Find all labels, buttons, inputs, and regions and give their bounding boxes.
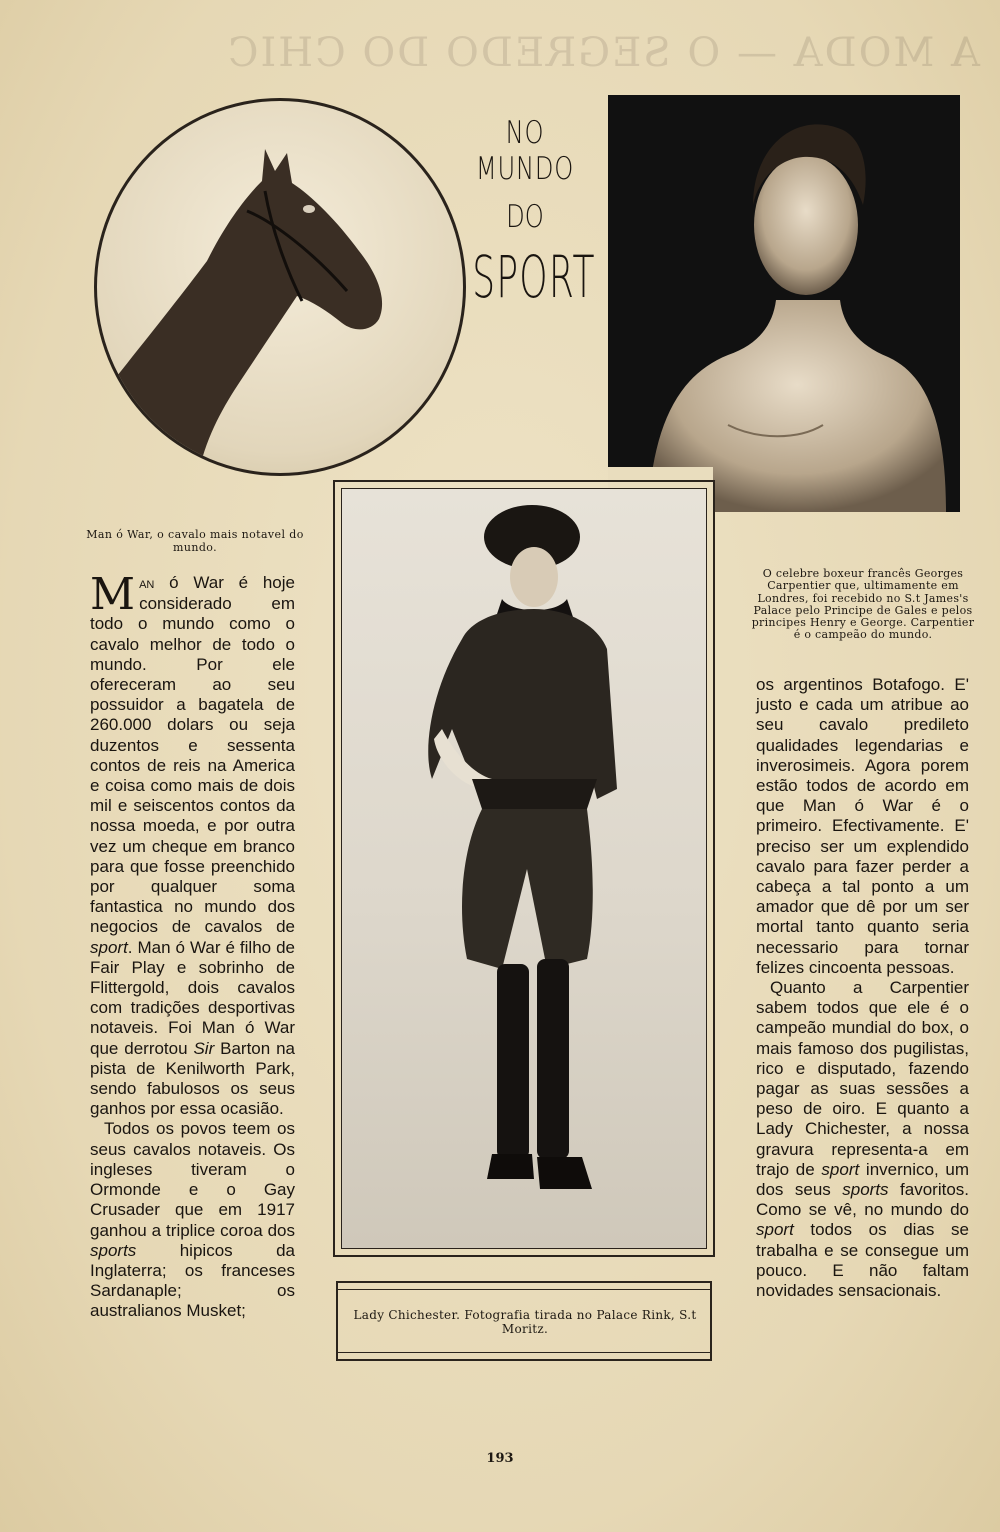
- lead-smallcaps: an: [139, 575, 155, 592]
- article-paragraph: [756, 978, 969, 1301]
- article-italic: sport: [756, 1220, 794, 1240]
- article-text: Barton na pista de Kenilworth Park, sendo fabulosos os seus ganhos por essa ocasião.: [90, 1038, 295, 1119]
- article-text: . Man ó War é filho de Fair Play e sobrinho de Flittergold, dois cavalos com tradições desportivas notaveis. Foi Man ó War que derrotou: [90, 937, 295, 1058]
- page-number: 193: [486, 1451, 514, 1466]
- lady-photo: [341, 488, 707, 1249]
- title-line-2: DO: [506, 199, 544, 235]
- article-text: ó War é hoje considerado em todo o mundo como o cavalo melhor de todo o mundo. Por ele ofereceram ao seu possuidor a bagatela de 260.000 dolars ou seja duzentos e sessenta contos de reis na America e coisa como mais de dois mil e seiscentos contos da nossa moeda, e por outra vez um cheque em branco para que fosse preenchido por qualquer soma fantastica no mundo dos negocios de cavalos de: [90, 573, 295, 937]
- boxer-caption: O celebre boxeur francês Georges Carpentier que, ultimamente em Londres, foi recebido no S.t James's Palace pelo Principe de Gales e pelos principes Henry e George. Carpentier é o campeão do mundo.: [751, 567, 975, 642]
- article-italic: sports: [842, 1180, 889, 1200]
- article-text: todos os dias se trabalha e se consegue um pouco. E não faltam novidades sensacionais.: [756, 1220, 969, 1301]
- boxer-photo: [608, 95, 960, 512]
- article-right-column: [756, 675, 969, 1301]
- page-title: [440, 115, 610, 311]
- article-italic: sports: [90, 1240, 137, 1260]
- article-italic: sport: [821, 1159, 860, 1179]
- article-text: os argentinos Botafogo. E' justo e cada um atribue ao seu cavalo predileto qualidades legendarias e inverosimeis. Agora porem estão todos de acordo em que Man ó War é o primeiro. Efectivamente. E' preciso ser um explendido cavalo para fazer perder a cabeça a tal ponto a um amador que dê por um ser mortal tanto quanto seria necessario para tornar felizes cincoenta pessoas.: [756, 675, 969, 977]
- drop-cap: M: [90, 569, 136, 620]
- article-paragraph: [756, 675, 969, 978]
- lady-illustration: [342, 489, 707, 1249]
- title-line-1: NO MUNDO: [475, 115, 575, 187]
- article-text: invernico, um dos seus: [756, 1159, 969, 1200]
- article-text: hipicos da Inglaterra; os franceses Sardanaple; os australianos Musket;: [90, 1240, 295, 1321]
- horse-caption: Man ó War, o cavalo mais notavel do mundo.: [86, 528, 304, 554]
- article-text: favoritos. Como se vê, no mundo do: [756, 1180, 970, 1220]
- article-paragraph: [90, 1119, 295, 1321]
- lady-photo-frame: [333, 480, 715, 1257]
- article-left-column: [90, 569, 295, 1322]
- title-line-3: SPORT: [472, 243, 596, 311]
- boxer-illustration: [608, 95, 960, 512]
- lady-caption: Lady Chichester. Fotografia tirada no Palace Rink, S.t Moritz.: [353, 1308, 697, 1336]
- horse-illustration: [97, 101, 466, 476]
- article-paragraph: [90, 569, 295, 1119]
- show-through-header: A MODA — O SEGREDO DO CHIC: [225, 30, 980, 76]
- horse-photo: [94, 98, 466, 476]
- article-italic: sport: [90, 937, 128, 957]
- article-text: Todos os povos teem os seus cavalos notaveis. Os ingleses tiveram o Ormonde e o Gay Crusader que em 1917 ganhou a triplice coroa dos: [90, 1119, 295, 1240]
- article-italic: Sir: [193, 1038, 215, 1058]
- article-text: Quanto a Carpentier sabem todos que ele é o campeão mundial do box, o mais famoso dos pugilistas, rico e disputado, fazendo pagar as suas sessões a peso de oiro. E quanto a Lady Chichester, a nossa gravura representa-a em trajo de: [756, 978, 969, 1179]
